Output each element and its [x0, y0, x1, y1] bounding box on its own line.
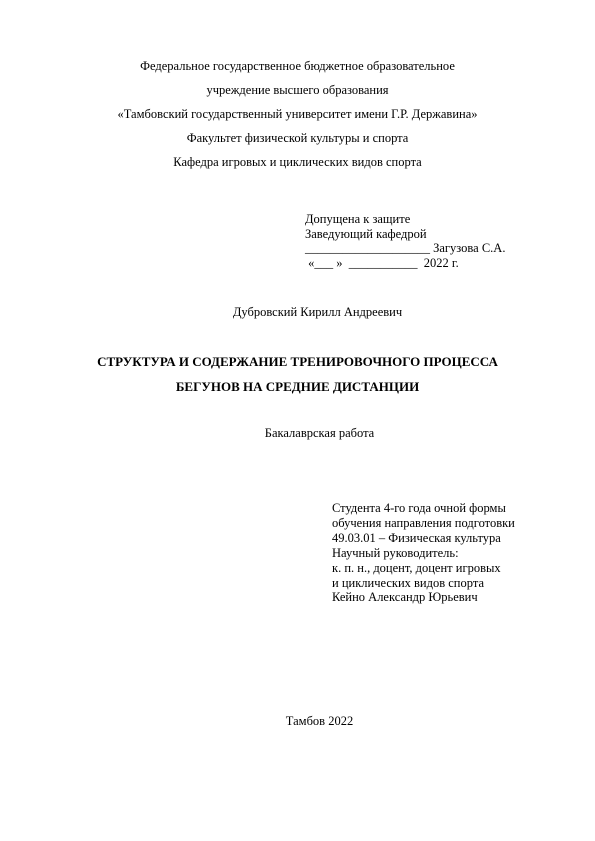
header-line-3: «Тамбовский государственный университет имени Г.Р. Державина» [117, 107, 478, 121]
approval-date-line: «___ » ___________ 2022 г. [305, 255, 459, 270]
work-type: Бакалаврская работа [264, 426, 375, 440]
author-name: Дубровский Кирилл Андреевич [232, 305, 403, 319]
header-line-2: учреждение высшего образования [206, 83, 389, 97]
student-info-line-5: к. п. н., доцент, доцент игровых [332, 560, 501, 575]
approval-line-1: Допущена к защите [305, 212, 411, 226]
thesis-title [0, 349, 595, 399]
thesis-title-line-2: БЕГУНОВ НА СРЕДНИЕ ДИСТАНЦИИ [175, 379, 420, 394]
student-info-line-1: Студента 4-го года очной формы [332, 501, 506, 515]
header-line-1: Федеральное государственное бюджетное образовательное [140, 59, 455, 73]
approval-block [305, 212, 565, 270]
student-info-line-3: 49.03.01 – Физическая культура [332, 530, 501, 545]
approval-line-2: Заведующий кафедрой [305, 226, 427, 241]
header-line-5: Кафедра игровых и циклических видов спорта [173, 155, 422, 169]
student-info-line-4: Научный руководитель: [332, 545, 459, 560]
student-info-line-6: и циклических видов спорта [332, 575, 484, 590]
city-year: Тамбов 2022 [285, 714, 354, 728]
thesis-title-line-1: СТРУКТУРА И СОДЕРЖАНИЕ ТРЕНИРОВОЧНОГО ПРОЦЕССА [97, 354, 498, 369]
student-info-line-7: Кейно Александр Юрьевич [332, 590, 478, 605]
student-info-line-2: обучения направления подготовки [332, 515, 515, 530]
approval-signature-line: ____________________ Загузова С.А. [305, 241, 506, 255]
student-info-block [332, 501, 572, 605]
header-line-4: Факультет физической культуры и спорта [186, 131, 409, 145]
